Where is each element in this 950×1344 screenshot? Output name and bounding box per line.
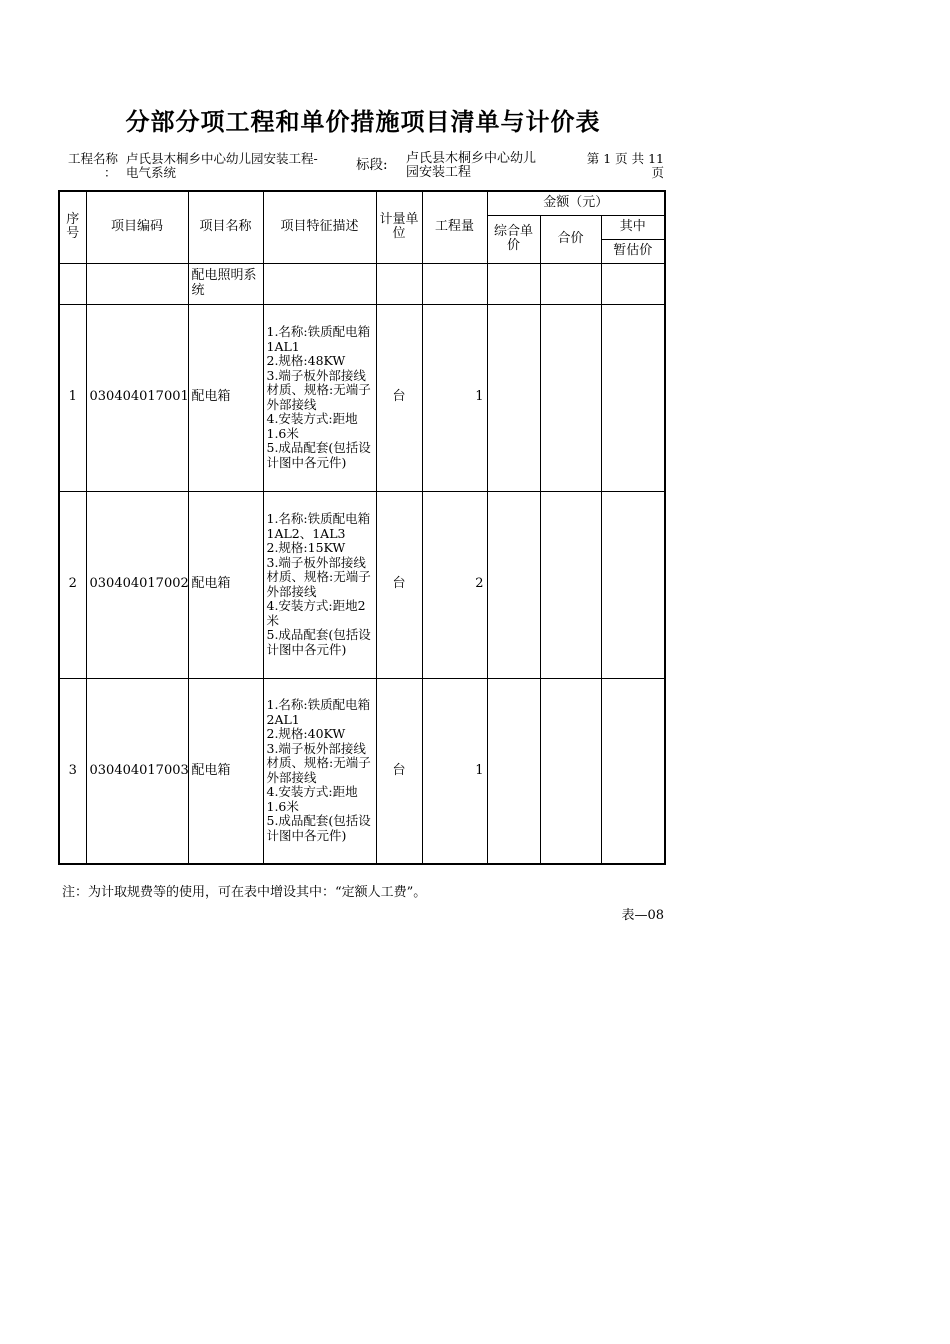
table-row [59, 491, 665, 678]
section-value-line2: 园安装工程 [406, 165, 472, 180]
row-name: 配电箱 [188, 304, 263, 491]
row-desc: 1.名称:铁质配电箱1AL1 2.规格:48KW 3.端子板外部接线材质、规格:无端子外部接线 4.安装方式:距地1.6米 5.成品配套(包括设计图中各元件) [263, 304, 376, 491]
section-unit [376, 263, 422, 304]
page-info [560, 152, 664, 180]
header-code: 项目编码 [86, 191, 188, 263]
section-value [406, 152, 536, 180]
row-total [540, 678, 601, 864]
row-unit-price [487, 491, 540, 678]
project-label-line1: 工程名称 [68, 151, 119, 166]
row-seq: 1 [59, 304, 86, 491]
table-row [59, 678, 665, 864]
row-name: 配电箱 [188, 678, 263, 864]
header-provisional: 暂估价 [601, 239, 665, 263]
row-unit: 台 [376, 678, 422, 864]
page-title: 分部分项工程和单价措施项目清单与计价表 [125, 108, 601, 136]
row-qty: 1 [422, 304, 487, 491]
section-name: 配电照明系统 [188, 263, 263, 304]
row-qty: 1 [422, 678, 487, 864]
row-seq: 3 [59, 678, 86, 864]
row-code: 030404017002 [86, 491, 188, 678]
header-seq: 序号 [59, 191, 86, 263]
section-qty [422, 263, 487, 304]
header-name: 项目名称 [188, 191, 263, 263]
row-code: 030404017003 [86, 678, 188, 864]
row-unit-price [487, 678, 540, 864]
section-row [59, 263, 665, 304]
section-total [540, 263, 601, 304]
row-provisional [601, 304, 665, 491]
header-row-1 [59, 191, 665, 215]
row-unit: 台 [376, 491, 422, 678]
project-name-label [68, 152, 118, 180]
row-code: 030404017001 [86, 304, 188, 491]
header-desc: 项目特征描述 [263, 191, 376, 263]
project-name-line2: 电气系统 [126, 165, 177, 180]
project-name-line1: 卢氏县木桐乡中心幼儿园安装工程- [126, 151, 318, 166]
header-amount: 金额（元） [487, 191, 665, 215]
row-unit-price [487, 304, 540, 491]
header-total: 合价 [540, 215, 601, 263]
row-qty: 2 [422, 491, 487, 678]
project-name-value [126, 152, 318, 180]
row-total [540, 491, 601, 678]
header-unit: 计量单位 [376, 191, 422, 263]
footnote: 注：为计取规费等的使用，可在表中增设其中：“定额人工费”。 [62, 885, 427, 900]
row-total [540, 304, 601, 491]
section-label: 标段: [356, 157, 388, 173]
row-seq: 2 [59, 491, 86, 678]
page-info-line1: 第 1 页 共 11 [586, 151, 664, 166]
form-number: 表—08 [621, 908, 664, 923]
section-desc [263, 263, 376, 304]
row-desc: 1.名称:铁质配电箱2AL1 2.规格:40KW 3.端子板外部接线材质、规格:无端子外部接线 4.安装方式:距地1.6米 5.成品配套(包括设计图中各元件) [263, 678, 376, 864]
header-qty: 工程量 [422, 191, 487, 263]
row-desc: 1.名称:铁质配电箱1AL2、1AL3 2.规格:15KW 3.端子板外部接线材质、规格:无端子外部接线 4.安装方式:距地2米 5.成品配套(包括设计图中各元件) [263, 491, 376, 678]
table-row [59, 304, 665, 491]
section-provisional [601, 263, 665, 304]
header-unit-price: 综合单价 [487, 215, 540, 263]
section-value-line1: 卢氏县木桐乡中心幼儿 [406, 151, 537, 166]
bill-table [58, 190, 666, 865]
row-unit: 台 [376, 304, 422, 491]
row-provisional [601, 678, 665, 864]
section-unit-price [487, 263, 540, 304]
header-of-which: 其中 [601, 215, 665, 239]
section-code [86, 263, 188, 304]
row-name: 配电箱 [188, 491, 263, 678]
row-provisional [601, 491, 665, 678]
section-seq [59, 263, 86, 304]
page-info-line2: 页 [651, 165, 664, 180]
project-label-line2: ： [104, 165, 117, 180]
